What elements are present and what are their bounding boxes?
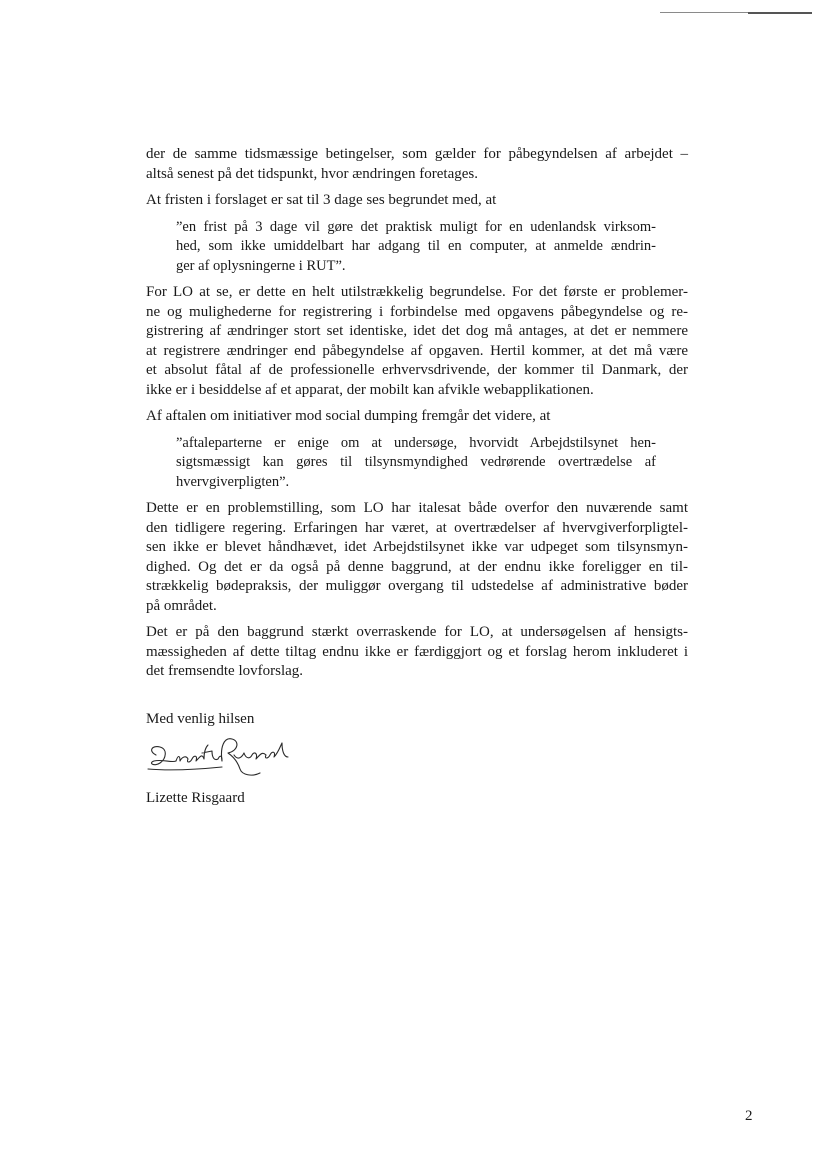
paragraph xyxy=(146,145,688,184)
block-quote xyxy=(176,434,656,493)
text-line: gistrering af ændringer stort set identiske, idet det dog må antages, at det er nemmere xyxy=(146,323,688,339)
text-line: hed, som ikke umiddelbart har adgang til en computer, at anmelde ændrin- xyxy=(176,238,656,254)
scan-artifact-line-thick xyxy=(748,12,812,14)
letter-body xyxy=(146,145,688,809)
text-line: ”en frist på 3 dage vil gøre det praktisk muligt for en udenlandsk virksom- xyxy=(176,218,656,235)
text-line: ne og mulighederne for registrering i forbindelse med opgavens påbegyndelse og re- xyxy=(146,303,688,320)
text-line: det fremsendte lovforslag. xyxy=(146,663,304,679)
text-line: et absolut fåtal af de professionelle erhvervsdrivende, der kommer til Danmark, der xyxy=(146,362,688,378)
text-line: mæssigheden af dette tiltag endnu ikke er færdiggjort og et forslag herom inkluderet i xyxy=(146,643,688,660)
text-line: Af aftalen om initiativer mod social dumping fremgår det videre, at xyxy=(146,408,551,424)
page-number: 2 xyxy=(745,1108,753,1124)
paragraph xyxy=(146,623,688,682)
text-line: at registrere ændringer end påbegyndelse af opgaven. Hertil kommer, at det må være xyxy=(146,342,688,359)
text-line: ”aftaleparterne er enige om at undersøge, hvorvidt Arbejdstilsynet hen- xyxy=(176,434,656,451)
paragraph xyxy=(146,499,688,616)
text-line: altså senest på det tidspunkt, hvor ændringen foretages. xyxy=(146,165,479,182)
paragraph xyxy=(146,407,688,427)
closing-greeting: Med venlig hilsen xyxy=(146,710,255,727)
signatory-name: Lizette Risgaard xyxy=(146,790,245,806)
text-line: på området. xyxy=(146,597,217,614)
text-line: dighed. Og det er da også på denne baggrund, at der endnu ikke foreligger en til- xyxy=(146,558,688,575)
handwritten-signature xyxy=(142,733,292,783)
closing-block xyxy=(146,710,688,809)
text-line: sen ikke er blevet håndhævet, idet Arbejdstilsynet ikke var udpeget som tilsynsmyn- xyxy=(146,539,688,555)
text-line: For LO at se, er dette en helt utilstrækkelig begrundelse. For det første er problemer- xyxy=(146,284,688,300)
text-line: den tidligere regering. Erfaringen har været, at overtrædelser af hvervgiverforpligtel- xyxy=(146,519,688,536)
paragraph xyxy=(146,191,688,211)
text-line: ikke er i besiddelse af et apparat, der mobilt kan afvikle webapplikationen. xyxy=(146,381,594,398)
paragraph xyxy=(146,283,688,400)
text-line: Det er på den baggrund stærkt overraskende for LO, at undersøgelsen af hensigts- xyxy=(146,624,688,640)
text-line: strækkelig bødepraksis, der muliggør overgang til udstedelse af administrative bøder xyxy=(146,578,688,594)
text-line: der de samme tidsmæssige betingelser, som gælder for påbegyndelsen af arbejdet – xyxy=(146,146,688,162)
text-line: Dette er en problemstilling, som LO har italesat både overfor den nuværende samt xyxy=(146,500,688,516)
block-quote xyxy=(176,218,656,277)
text-line: At fristen i forslaget er sat til 3 dage ses begrundet med, at xyxy=(146,192,497,208)
text-line: sigtsmæssigt kan gøres til tilsynsmyndighed vedrørende overtrædelse af xyxy=(176,454,656,470)
text-line: ger af oplysningerne i RUT”. xyxy=(176,257,346,274)
text-line: hvervgiverpligten”. xyxy=(176,473,290,490)
paragraph-list xyxy=(146,145,688,682)
